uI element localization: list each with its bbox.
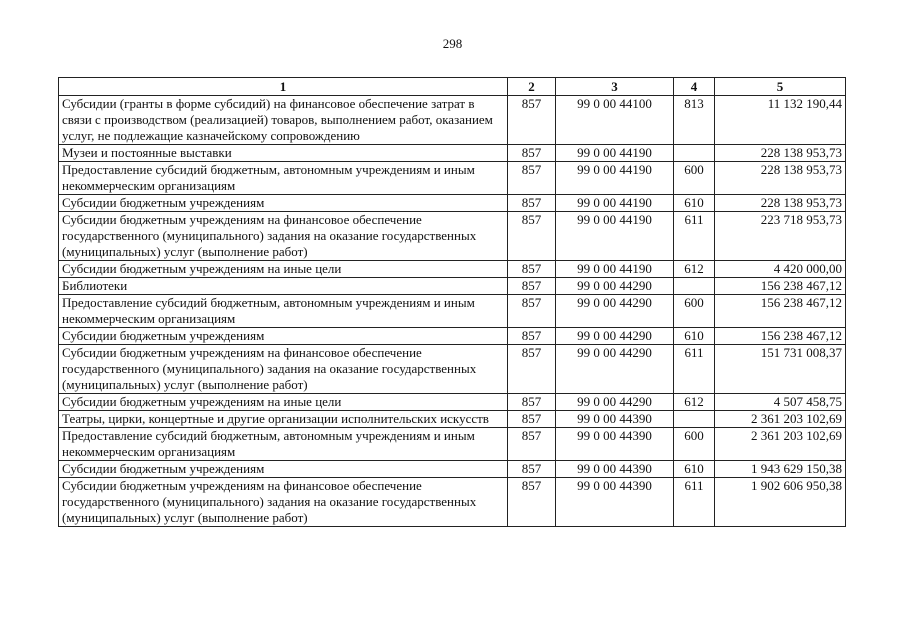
table-row <box>59 345 846 394</box>
row-ved-cell: 857 <box>508 162 556 195</box>
row-name-cell: Субсидии бюджетным учреждениям <box>59 461 508 478</box>
row-sum-cell: 223 718 953,73 <box>715 212 846 261</box>
row-name-cell: Субсидии (гранты в форме субсидий) на финансовое обеспечение затрат в связи с производством (реализацией) товаров, выполнением работ, оказанием услуг, не подлежащие казначейскому сопровождению <box>59 96 508 145</box>
row-vr-cell: 610 <box>674 461 715 478</box>
row-vr-cell: 612 <box>674 394 715 411</box>
table-header <box>59 78 846 96</box>
row-ved-cell: 857 <box>508 96 556 145</box>
column-header-4: 4 <box>674 78 715 96</box>
row-ved-cell: 857 <box>508 195 556 212</box>
row-ved-cell: 857 <box>508 478 556 527</box>
row-ved-cell: 857 <box>508 411 556 428</box>
table-row <box>59 328 846 345</box>
row-name-cell: Предоставление субсидий бюджетным, автономным учреждениям и иным некоммерческим организациям <box>59 428 508 461</box>
row-name-cell: Субсидии бюджетным учреждениям на финансовое обеспечение государственного (муниципального) задания на оказание государственных (муниципальных) услуг (выполнение работ) <box>59 212 508 261</box>
row-csr-cell: 99 0 00 44290 <box>556 394 674 411</box>
row-name-cell: Субсидии бюджетным учреждениям на финансовое обеспечение государственного (муниципального) задания на оказание государственных (муниципальных) услуг (выполнение работ) <box>59 345 508 394</box>
row-vr-cell: 611 <box>674 345 715 394</box>
row-vr-cell: 813 <box>674 96 715 145</box>
row-name-cell: Субсидии бюджетным учреждениям на иные цели <box>59 394 508 411</box>
row-csr-cell: 99 0 00 44390 <box>556 428 674 461</box>
row-name-cell: Субсидии бюджетным учреждениям <box>59 328 508 345</box>
row-vr-cell: 600 <box>674 428 715 461</box>
row-name-cell: Субсидии бюджетным учреждениям на финансовое обеспечение государственного (муниципального) задания на оказание государственных (муниципальных) услуг (выполнение работ) <box>59 478 508 527</box>
row-csr-cell: 99 0 00 44190 <box>556 212 674 261</box>
row-ved-cell: 857 <box>508 145 556 162</box>
row-csr-cell: 99 0 00 44100 <box>556 96 674 145</box>
table-row <box>59 411 846 428</box>
row-name-cell: Библиотеки <box>59 278 508 295</box>
table-row <box>59 195 846 212</box>
row-sum-cell: 156 238 467,12 <box>715 278 846 295</box>
row-name-cell: Субсидии бюджетным учреждениям на иные цели <box>59 261 508 278</box>
table-row <box>59 261 846 278</box>
row-ved-cell: 857 <box>508 261 556 278</box>
row-name-cell: Театры, цирки, концертные и другие организации исполнительских искусств <box>59 411 508 428</box>
row-sum-cell: 228 138 953,73 <box>715 145 846 162</box>
table-row <box>59 295 846 328</box>
row-sum-cell: 228 138 953,73 <box>715 195 846 212</box>
row-name-cell: Субсидии бюджетным учреждениям <box>59 195 508 212</box>
table-row <box>59 394 846 411</box>
row-csr-cell: 99 0 00 44190 <box>556 145 674 162</box>
column-header-3: 3 <box>556 78 674 96</box>
row-name-cell: Музеи и постоянные выставки <box>59 145 508 162</box>
row-vr-cell: 611 <box>674 478 715 527</box>
row-ved-cell: 857 <box>508 345 556 394</box>
row-csr-cell: 99 0 00 44190 <box>556 261 674 278</box>
table-row <box>59 96 846 145</box>
table-row <box>59 145 846 162</box>
table-row <box>59 478 846 527</box>
row-vr-cell: 610 <box>674 328 715 345</box>
row-sum-cell: 2 361 203 102,69 <box>715 428 846 461</box>
row-csr-cell: 99 0 00 44290 <box>556 295 674 328</box>
row-csr-cell: 99 0 00 44390 <box>556 478 674 527</box>
row-ved-cell: 857 <box>508 278 556 295</box>
row-vr-cell: 610 <box>674 195 715 212</box>
budget-table <box>58 77 846 527</box>
column-header-2: 2 <box>508 78 556 96</box>
row-vr-cell <box>674 145 715 162</box>
row-csr-cell: 99 0 00 44390 <box>556 461 674 478</box>
row-name-cell: Предоставление субсидий бюджетным, автономным учреждениям и иным некоммерческим организациям <box>59 162 508 195</box>
row-sum-cell: 2 361 203 102,69 <box>715 411 846 428</box>
table-row <box>59 212 846 261</box>
table-row <box>59 278 846 295</box>
table-row <box>59 461 846 478</box>
header-row <box>59 78 846 96</box>
row-sum-cell: 1 902 606 950,38 <box>715 478 846 527</box>
row-vr-cell: 600 <box>674 295 715 328</box>
row-csr-cell: 99 0 00 44190 <box>556 195 674 212</box>
table-row <box>59 162 846 195</box>
row-vr-cell: 612 <box>674 261 715 278</box>
row-sum-cell: 4 507 458,75 <box>715 394 846 411</box>
row-csr-cell: 99 0 00 44290 <box>556 345 674 394</box>
row-name-cell: Предоставление субсидий бюджетным, автономным учреждениям и иным некоммерческим организациям <box>59 295 508 328</box>
row-ved-cell: 857 <box>508 212 556 261</box>
row-sum-cell: 156 238 467,12 <box>715 328 846 345</box>
table-body <box>59 96 846 527</box>
column-header-5: 5 <box>715 78 846 96</box>
row-vr-cell: 611 <box>674 212 715 261</box>
row-vr-cell: 600 <box>674 162 715 195</box>
row-ved-cell: 857 <box>508 394 556 411</box>
row-sum-cell: 1 943 629 150,38 <box>715 461 846 478</box>
row-sum-cell: 11 132 190,44 <box>715 96 846 145</box>
row-csr-cell: 99 0 00 44390 <box>556 411 674 428</box>
column-header-1: 1 <box>59 78 508 96</box>
row-csr-cell: 99 0 00 44290 <box>556 278 674 295</box>
row-vr-cell <box>674 278 715 295</box>
table-row <box>59 428 846 461</box>
row-ved-cell: 857 <box>508 295 556 328</box>
row-ved-cell: 857 <box>508 461 556 478</box>
row-csr-cell: 99 0 00 44290 <box>556 328 674 345</box>
row-ved-cell: 857 <box>508 328 556 345</box>
page-number: 298 <box>442 36 463 51</box>
row-vr-cell <box>674 411 715 428</box>
row-sum-cell: 151 731 008,37 <box>715 345 846 394</box>
row-sum-cell: 156 238 467,12 <box>715 295 846 328</box>
row-csr-cell: 99 0 00 44190 <box>556 162 674 195</box>
row-sum-cell: 4 420 000,00 <box>715 261 846 278</box>
row-sum-cell: 228 138 953,73 <box>715 162 846 195</box>
row-ved-cell: 857 <box>508 428 556 461</box>
